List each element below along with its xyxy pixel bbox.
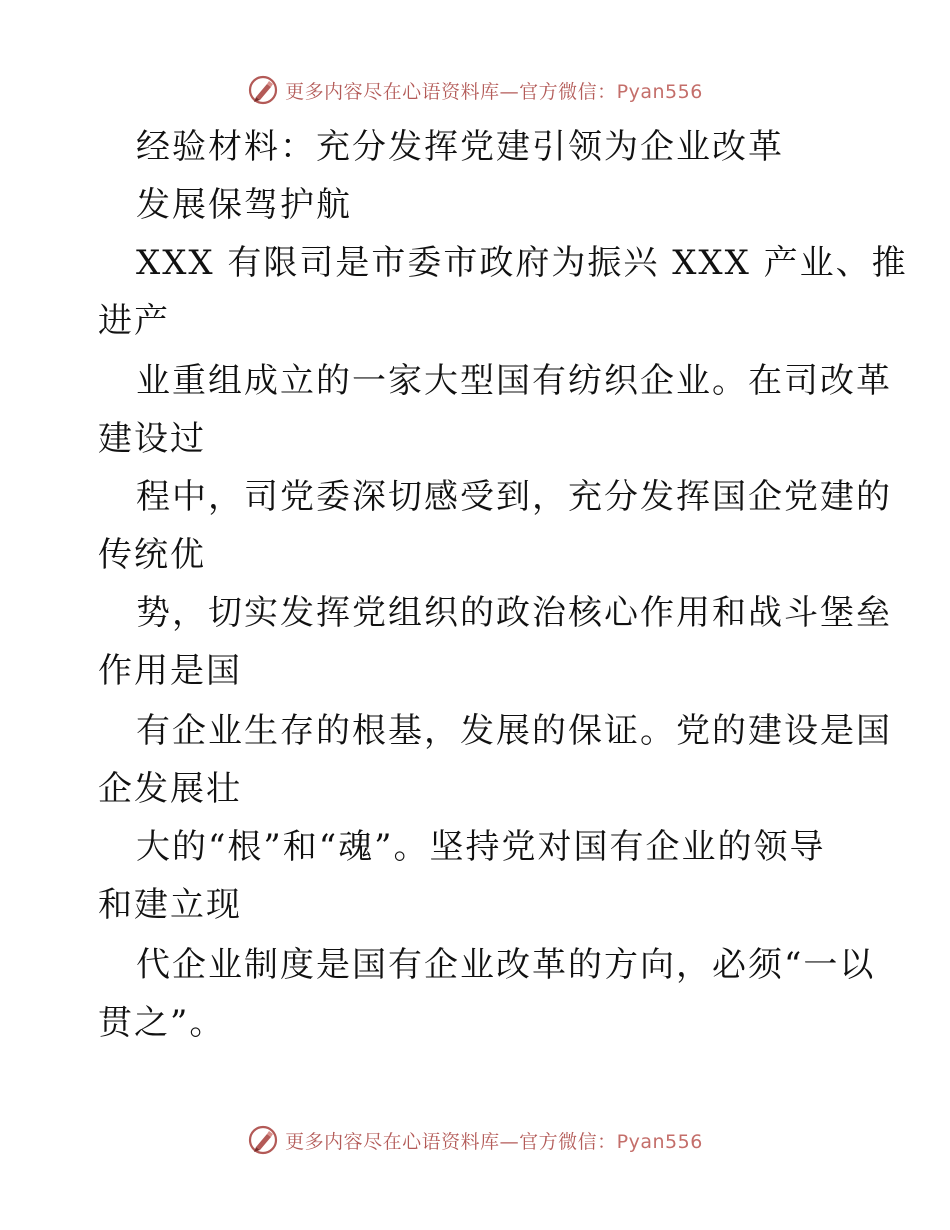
paragraph-line: 企发展壮	[98, 769, 242, 809]
paragraph-line: 进产	[98, 301, 170, 341]
paragraph-line: 代企业制度是国有企业改革的方向，必须“一以	[136, 945, 876, 985]
paragraph-line: 程中，司党委深切感受到，充分发挥国企党建的	[136, 477, 892, 517]
paragraph-line: 有企业生存的根基，发展的保证。党的建设是国	[136, 711, 892, 751]
paragraph-line: 作用是国	[98, 651, 242, 691]
watermark-text: 更多内容尽在心语资料库—官方微信：Pyan556	[285, 1130, 703, 1153]
paragraph-line: 贯之”。	[98, 1003, 226, 1043]
title-line-1: 经验材料：充分发挥党建引领为企业改革	[136, 127, 784, 167]
paragraph-line: 业重组成立的一家大型国有纺织企业。在司改革	[136, 361, 892, 401]
paragraph-line: 大的“根”和“魂”。坚持党对国有企业的领导	[136, 827, 826, 867]
pen-logo-icon	[247, 74, 279, 106]
header-watermark	[0, 70, 950, 110]
paragraph-line: 和建立现	[98, 885, 242, 925]
paragraph-line: XXX 有限司是市委市政府为振兴 XXX 产业、推	[136, 243, 908, 283]
paragraph-line: 势，切实发挥党组织的政治核心作用和战斗堡垒	[136, 593, 892, 633]
paragraph-line: 建设过	[98, 419, 206, 459]
footer-watermark	[0, 1120, 950, 1160]
paragraph-line: 传统优	[98, 535, 206, 575]
pen-logo-icon	[247, 1124, 279, 1156]
watermark-text: 更多内容尽在心语资料库—官方微信：Pyan556	[285, 80, 703, 103]
title-line-2: 发展保驾护航	[136, 185, 352, 225]
